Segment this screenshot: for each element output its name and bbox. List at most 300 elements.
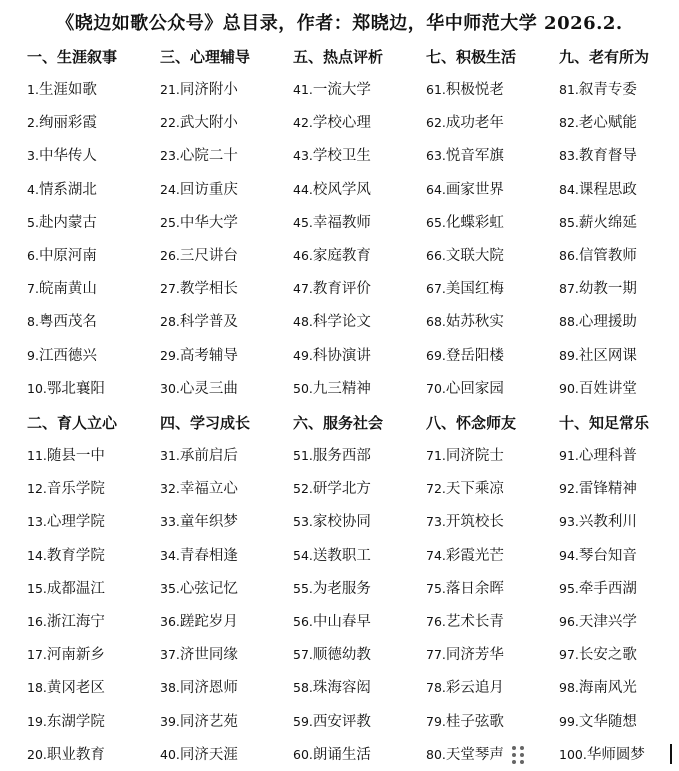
catalog-item: [160, 480, 238, 498]
item-title: 华师圆梦: [586, 746, 645, 763]
catalog-item: [27, 181, 97, 199]
item-title: 科学论文: [312, 314, 371, 331]
item-title: 情系湖北: [38, 181, 97, 198]
item-number: 73.: [426, 514, 446, 530]
catalog-item: [293, 513, 371, 531]
item-number: 58.: [293, 680, 313, 696]
item-title: 职业教育: [46, 746, 105, 763]
item-number: 82.: [559, 115, 579, 131]
item-number: 61.: [426, 82, 446, 97]
item-number: 43.: [293, 148, 313, 164]
item-number: 39.: [160, 713, 180, 729]
item-number: 60.: [293, 746, 313, 762]
item-number: 67.: [426, 281, 446, 297]
item-title: 学校心理: [312, 115, 371, 132]
item-number: 38.: [160, 680, 180, 696]
catalog-item: [426, 679, 504, 697]
catalog-item: [160, 347, 238, 365]
item-title: 绚丽彩霞: [38, 115, 97, 132]
item-number: 11.: [27, 448, 47, 463]
catalog-item: [160, 280, 238, 298]
item-number: 95.: [559, 580, 579, 596]
item-number: 70.: [426, 380, 446, 396]
item-number: 47.: [293, 281, 313, 297]
item-title: 彩云追月: [445, 680, 504, 697]
catalog-item: [426, 447, 504, 465]
section-heading: 十、知足常乐: [559, 414, 650, 432]
item-number: 84.: [559, 181, 579, 197]
item-number: 62.: [426, 115, 446, 131]
catalog-item: [160, 313, 238, 331]
catalog-item: [559, 713, 637, 731]
item-title: 社区网课: [578, 347, 637, 364]
catalog-item: [160, 214, 238, 232]
catalog-item: [27, 480, 105, 498]
section-heading: 五、热点评析: [293, 48, 384, 66]
catalog-item: [27, 247, 97, 265]
item-number: 17.: [27, 647, 47, 663]
catalog-item: [559, 81, 637, 99]
catalog-item: [27, 380, 105, 398]
item-number: 26.: [160, 248, 180, 263]
item-title: 教育评价: [312, 281, 371, 298]
catalog-item: [160, 646, 238, 664]
item-number: 9.: [27, 347, 39, 363]
item-title: 家校协同: [312, 514, 371, 531]
item-number: 36.: [160, 614, 180, 629]
item-number: 42.: [293, 115, 313, 131]
catalog-item: [426, 280, 504, 298]
item-title: 黄冈老区: [46, 680, 105, 697]
item-number: 80.: [426, 746, 446, 762]
item-title: 天堂琴声: [445, 746, 504, 763]
item-number: 86.: [559, 248, 579, 263]
item-number: 79.: [426, 713, 446, 729]
catalog-item: [160, 613, 238, 631]
item-number: 13.: [27, 514, 47, 530]
item-number: 21.: [160, 82, 180, 97]
catalog-item: [426, 214, 504, 232]
item-title: 兴教利川: [578, 514, 637, 531]
item-title: 为老服务: [312, 580, 371, 597]
item-number: 40.: [160, 746, 180, 762]
item-number: 46.: [293, 248, 313, 263]
item-title: 老心赋能: [578, 115, 637, 132]
catalog-item: [293, 646, 371, 664]
item-title: 研学北方: [312, 481, 371, 498]
item-number: 29.: [160, 347, 180, 363]
item-number: 83.: [559, 148, 579, 164]
item-number: 32.: [160, 481, 180, 497]
item-number: 16.: [27, 614, 47, 629]
item-title: 悦音军旗: [445, 148, 504, 165]
item-title: 心回家园: [445, 380, 504, 397]
item-title: 艺术长青: [445, 614, 504, 630]
item-number: 96.: [559, 614, 579, 629]
item-number: 76.: [426, 614, 446, 629]
section-heading: 七、积极生活: [426, 48, 517, 66]
catalog-item: [559, 613, 637, 631]
item-number: 56.: [293, 614, 313, 629]
item-title: 同济恩师: [179, 680, 238, 697]
item-number: 91.: [559, 448, 579, 463]
catalog-item: [27, 81, 97, 99]
item-number: 44.: [293, 181, 313, 197]
item-number: 90.: [559, 380, 579, 396]
item-title: 服务西部: [312, 448, 371, 464]
item-number: 98.: [559, 680, 579, 696]
item-title: 随县一中: [46, 448, 105, 464]
item-title: 浙江海宁: [46, 614, 105, 630]
item-title: 登岳阳楼: [445, 347, 504, 364]
item-title: 九三精神: [312, 380, 371, 397]
item-number: 27.: [160, 281, 180, 297]
item-title: 送教职工: [312, 547, 371, 564]
item-number: 54.: [293, 547, 313, 563]
catalog-item: [160, 447, 238, 465]
item-number: 77.: [426, 647, 446, 663]
item-title: 幼教一期: [578, 281, 637, 298]
item-title: 美国红梅: [445, 281, 504, 298]
item-number: 48.: [293, 314, 313, 330]
item-title: 成功老年: [445, 115, 504, 132]
catalog-item: [27, 580, 105, 598]
item-number: 8.: [27, 314, 39, 330]
catalog-item: [426, 380, 504, 398]
text-cursor: [670, 744, 672, 764]
catalog-item: [27, 679, 105, 697]
catalog-item: [293, 613, 371, 631]
catalog-item: [559, 547, 637, 565]
item-title: 高考辅导: [179, 347, 238, 364]
catalog-item: [27, 280, 97, 298]
item-title: 成都温江: [46, 580, 105, 597]
catalog-item: [27, 447, 105, 465]
catalog-item: [27, 513, 105, 531]
catalog-item: [559, 280, 637, 298]
item-title: 蹉跎岁月: [179, 614, 238, 630]
catalog-item: [160, 513, 238, 531]
catalog-item: [426, 81, 504, 99]
item-title: 幸福立心: [179, 481, 238, 498]
section-heading: 二、育人立心: [27, 414, 118, 432]
item-title: 雷锋精神: [578, 481, 637, 498]
item-title: 童年织梦: [179, 514, 238, 531]
item-title: 文联大院: [445, 248, 504, 264]
item-title: 武大附小: [179, 115, 238, 132]
item-number: 93.: [559, 514, 579, 530]
catalog-item: [160, 181, 238, 199]
item-number: 68.: [426, 314, 446, 330]
item-number: 25.: [160, 214, 180, 230]
item-title: 琴台知音: [578, 547, 637, 564]
item-number: 63.: [426, 148, 446, 164]
item-number: 12.: [27, 481, 47, 497]
item-title: 教育督导: [578, 148, 637, 165]
item-title: 生涯如歌: [38, 82, 97, 98]
catalog-item: [27, 147, 97, 165]
catalog-item: [27, 713, 105, 731]
item-number: 2.: [27, 115, 39, 131]
item-number: 97.: [559, 647, 579, 663]
catalog-item: [293, 746, 371, 764]
item-title: 东湖学院: [46, 713, 105, 730]
item-number: 37.: [160, 647, 180, 663]
catalog-item: [559, 447, 637, 465]
item-number: 72.: [426, 481, 446, 497]
catalog-item: [27, 646, 105, 664]
item-title: 珠海容闳: [312, 680, 371, 697]
item-number: 1.: [27, 82, 39, 97]
item-number: 24.: [160, 181, 180, 197]
item-number: 65.: [426, 214, 446, 230]
item-title: 科学普及: [179, 314, 238, 331]
catalog-item: [426, 147, 504, 165]
item-title: 江西德兴: [38, 347, 97, 364]
catalog-item: [426, 313, 504, 331]
item-number: 52.: [293, 481, 313, 497]
item-number: 59.: [293, 713, 313, 729]
item-title: 青春相逢: [179, 547, 238, 564]
catalog-item: [559, 313, 637, 331]
item-title: 皖南黄山: [38, 281, 97, 298]
item-title: 回访重庆: [179, 181, 238, 198]
item-title: 天津兴学: [578, 614, 637, 630]
item-number: 33.: [160, 514, 180, 530]
item-number: 45.: [293, 214, 313, 230]
catalog-item: [27, 347, 97, 365]
item-number: 81.: [559, 82, 579, 97]
item-title: 心理援助: [578, 314, 637, 331]
item-number: 23.: [160, 148, 180, 164]
catalog-item: [559, 480, 637, 498]
item-title: 朗诵生活: [312, 746, 371, 763]
catalog-item: [293, 214, 371, 232]
catalog-item: [293, 280, 371, 298]
catalog-item: [293, 81, 371, 99]
catalog-item: [426, 181, 504, 199]
section-heading: 六、服务社会: [293, 414, 384, 432]
catalog-item: [160, 713, 238, 731]
catalog-item: [293, 247, 371, 265]
item-title: 中山春早: [312, 614, 371, 630]
item-number: 55.: [293, 580, 313, 596]
item-title: 中华大学: [179, 214, 238, 231]
item-title: 校风学风: [312, 181, 371, 198]
item-number: 100.: [559, 746, 587, 762]
item-title: 牵手西湖: [578, 580, 637, 597]
item-title: 落日余晖: [445, 580, 504, 597]
catalog-item: [426, 114, 504, 132]
item-number: 31.: [160, 448, 180, 463]
item-title: 心弦记忆: [179, 580, 238, 597]
item-title: 化蝶彩虹: [445, 214, 504, 231]
item-title: 天下乘凉: [445, 481, 504, 498]
catalog-item: [160, 547, 238, 565]
item-title: 课程思政: [578, 181, 637, 198]
item-title: 彩霞光芒: [445, 547, 504, 564]
item-title: 海南风光: [578, 680, 637, 697]
catalog-item: [559, 147, 637, 165]
item-number: 87.: [559, 281, 579, 297]
catalog-item: [293, 713, 371, 731]
catalog-item: [293, 580, 371, 598]
item-title: 心院二十: [179, 148, 238, 165]
catalog-item: [293, 447, 371, 465]
item-number: 99.: [559, 713, 579, 729]
item-title: 同济附小: [179, 82, 238, 98]
item-number: 57.: [293, 647, 313, 663]
item-number: 66.: [426, 248, 446, 263]
item-title: 长安之歌: [578, 647, 637, 664]
catalog-item: [426, 347, 504, 365]
catalog-item: [559, 746, 645, 764]
item-title: 百姓讲堂: [578, 380, 637, 397]
catalog-item: [27, 313, 97, 331]
catalog-item: [293, 313, 371, 331]
item-number: 49.: [293, 347, 313, 363]
item-title: 学校卫生: [312, 148, 371, 165]
item-title: 济世同缘: [179, 647, 238, 664]
item-number: 53.: [293, 514, 313, 530]
section-heading: 九、老有所为: [559, 48, 650, 66]
item-title: 粤西茂名: [38, 314, 97, 331]
drag-handle-icon[interactable]: [512, 745, 526, 765]
item-title: 同济芳华: [445, 647, 504, 664]
item-title: 同济艺苑: [179, 713, 238, 730]
item-number: 94.: [559, 547, 579, 563]
item-title: 桂子弦歌: [445, 713, 504, 730]
item-title: 教育学院: [46, 547, 105, 564]
catalog-item: [27, 214, 97, 232]
item-number: 30.: [160, 380, 180, 396]
catalog-item: [426, 746, 504, 764]
catalog-item: [160, 679, 238, 697]
item-title: 同济天涯: [179, 746, 238, 763]
catalog-item: [426, 247, 504, 265]
catalog-item: [559, 679, 637, 697]
catalog-item: [559, 580, 637, 598]
section-heading: 四、学习成长: [160, 414, 251, 432]
catalog-item: [559, 347, 637, 365]
catalog-item: [426, 547, 504, 565]
item-number: 51.: [293, 448, 313, 463]
item-title: 心理科普: [578, 448, 637, 464]
item-number: 22.: [160, 115, 180, 131]
item-number: 34.: [160, 547, 180, 563]
catalog-item: [160, 746, 238, 764]
item-number: 64.: [426, 181, 446, 197]
catalog-item: [27, 547, 105, 565]
catalog-item: [293, 114, 371, 132]
item-title: 薪火绵延: [578, 214, 637, 231]
item-number: 19.: [27, 713, 47, 729]
item-number: 18.: [27, 680, 47, 696]
item-title: 同济院士: [445, 448, 504, 464]
item-title: 家庭教育: [312, 248, 371, 264]
item-title: 心灵三曲: [179, 380, 238, 397]
catalog-item: [426, 480, 504, 498]
catalog-item: [426, 580, 504, 598]
item-title: 画家世界: [445, 181, 504, 198]
catalog-item: [293, 181, 371, 199]
catalog-item: [160, 580, 238, 598]
catalog-item: [559, 214, 637, 232]
item-number: 71.: [426, 448, 446, 463]
catalog-item: [293, 380, 371, 398]
page-title: 《晓边如歌公众号》总目录，作者：郑晓边，华中师范大学 2026.2.: [56, 13, 623, 34]
section-heading: 三、心理辅导: [160, 48, 251, 66]
item-title: 中华传人: [38, 148, 97, 165]
item-title: 赴内蒙古: [38, 214, 97, 231]
catalog-item: [426, 613, 504, 631]
catalog-item: [293, 147, 371, 165]
item-number: 6.: [27, 248, 39, 263]
item-number: 69.: [426, 347, 446, 363]
item-title: 中原河南: [38, 248, 97, 264]
item-number: 15.: [27, 580, 47, 596]
catalog-item: [293, 347, 371, 365]
catalog-item: [27, 114, 97, 132]
catalog-item: [426, 513, 504, 531]
item-title: 西安评教: [312, 713, 371, 730]
item-number: 28.: [160, 314, 180, 330]
catalog-item: [293, 547, 371, 565]
item-title: 幸福教师: [312, 214, 371, 231]
item-title: 教学相长: [179, 281, 238, 298]
catalog-item: [27, 613, 105, 631]
item-number: 35.: [160, 580, 180, 596]
catalog-item: [160, 81, 238, 99]
item-number: 78.: [426, 680, 446, 696]
item-title: 开筑校长: [445, 514, 504, 531]
item-title: 心理学院: [46, 514, 105, 531]
item-title: 鄂北襄阳: [46, 380, 105, 397]
section-heading: 一、生涯叙事: [27, 48, 118, 66]
section-heading: 八、怀念师友: [426, 414, 517, 432]
item-title: 一流大学: [312, 82, 371, 98]
catalog-item: [559, 247, 637, 265]
catalog-item: [559, 114, 637, 132]
item-title: 河南新乡: [46, 647, 105, 664]
catalog-item: [559, 646, 637, 664]
catalog-item: [160, 380, 238, 398]
item-title: 文华随想: [578, 713, 637, 730]
item-number: 5.: [27, 214, 39, 230]
catalog-item: [27, 746, 105, 764]
item-title: 承前启后: [179, 448, 238, 464]
catalog-item: [426, 646, 504, 664]
item-number: 10.: [27, 380, 47, 396]
item-number: 85.: [559, 214, 579, 230]
item-title: 音乐学院: [46, 481, 105, 498]
item-title: 叙青专委: [578, 82, 637, 98]
item-number: 92.: [559, 481, 579, 497]
item-number: 89.: [559, 347, 579, 363]
item-number: 50.: [293, 380, 313, 396]
item-number: 41.: [293, 82, 313, 97]
catalog-item: [426, 713, 504, 731]
catalog-item: [559, 380, 637, 398]
catalog-item: [160, 147, 238, 165]
item-number: 7.: [27, 281, 39, 297]
item-title: 科协演讲: [312, 347, 371, 364]
item-title: 三尺讲台: [179, 248, 238, 264]
catalog-item: [293, 480, 371, 498]
item-number: 75.: [426, 580, 446, 596]
item-number: 4.: [27, 181, 39, 197]
catalog-item: [293, 679, 371, 697]
